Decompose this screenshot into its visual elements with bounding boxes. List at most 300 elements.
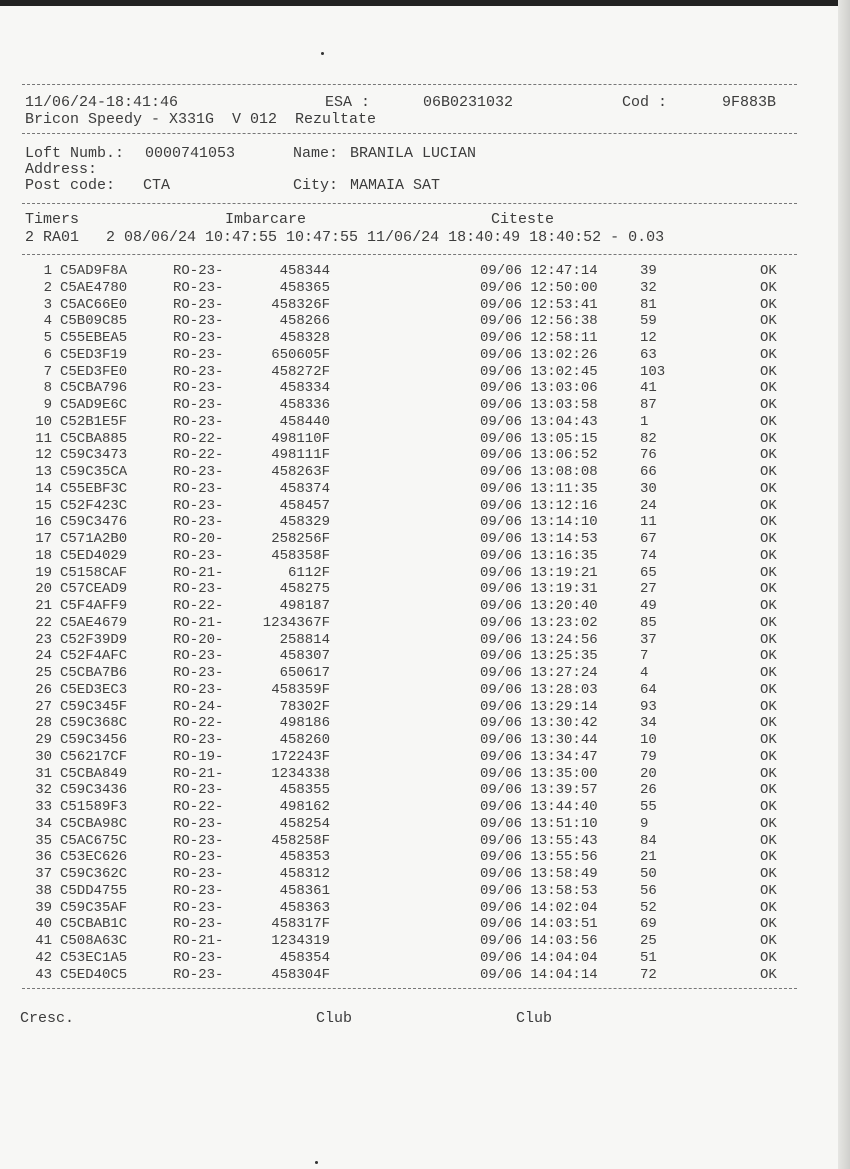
ring-number: 650605F (271, 346, 330, 363)
status-value: OK (760, 480, 777, 497)
chip-id: C51589F3 (60, 799, 128, 815)
result-row (0, 514, 850, 530)
result-row (0, 297, 850, 313)
ring-country: RO-23- (173, 949, 224, 966)
ring-country: RO-23- (173, 832, 224, 849)
result-row (0, 380, 850, 396)
speed-value: 21 (640, 849, 657, 866)
row-number: 26 (35, 681, 52, 698)
row-number: 25 (35, 665, 52, 681)
status-value: OK (760, 380, 777, 397)
speed-value: 9 (640, 815, 649, 832)
speed-value: 59 (640, 313, 657, 330)
ring-number: 458353 (279, 849, 330, 866)
speed-value: 39 (640, 263, 657, 279)
row-number: 24 (35, 648, 52, 665)
ring-number: 458307 (279, 648, 330, 665)
row-number: 42 (35, 949, 52, 966)
chip-id: C5CBAB1C (60, 916, 128, 933)
arrival-time: 09/06 13:44:40 (480, 799, 598, 815)
status-value: OK (760, 732, 777, 748)
row-number: 9 (43, 397, 52, 413)
ring-number: 458374 (279, 480, 330, 497)
speed-value: 11 (640, 514, 657, 531)
ring-country: RO-23- (173, 681, 224, 698)
ring-number: 458355 (279, 782, 330, 799)
status-value: OK (760, 363, 777, 380)
status-value: OK (760, 882, 777, 899)
result-row (0, 364, 850, 380)
chip-id: C5CBA796 (60, 380, 128, 397)
divider (22, 254, 797, 255)
ring-number: 498110F (271, 430, 330, 447)
ring-number: 1234367F (262, 614, 330, 631)
arrival-time: 09/06 12:53:41 (480, 296, 598, 313)
result-row (0, 581, 850, 597)
scan-top-border (0, 0, 850, 6)
ring-country: RO-22- (173, 598, 224, 614)
result-row (0, 313, 850, 329)
ring-number: 650617 (279, 665, 330, 681)
ring-country: RO-23- (173, 732, 224, 748)
chip-id: C57CEAD9 (60, 581, 128, 598)
speck (315, 1161, 318, 1164)
arrival-time: 09/06 13:19:21 (480, 564, 598, 581)
arrival-time: 09/06 13:51:10 (480, 815, 598, 832)
arrival-time: 09/06 13:28:03 (480, 681, 598, 698)
arrival-time: 09/06 13:14:10 (480, 514, 598, 531)
loft-label: Loft Numb.: (25, 145, 125, 162)
result-row (0, 598, 850, 614)
row-number: 15 (35, 497, 52, 514)
chip-id: C5AE4679 (60, 614, 128, 631)
chip-id: C5ED3FE0 (60, 363, 128, 380)
speed-value: 65 (640, 564, 657, 581)
ring-country: RO-23- (173, 899, 224, 916)
ring-number: 498186 (279, 715, 330, 732)
arrival-time: 09/06 13:06:52 (480, 447, 598, 464)
ring-country: RO-24- (173, 698, 224, 715)
speed-value: 93 (640, 698, 657, 715)
row-number: 38 (35, 882, 52, 899)
ring-country: RO-23- (173, 547, 224, 564)
chip-id: C59C368C (60, 715, 128, 732)
status-value: OK (760, 263, 777, 279)
chip-id: C5ED4029 (60, 547, 128, 564)
ring-number: 458263F (271, 464, 330, 480)
arrival-time: 09/06 12:47:14 (480, 263, 598, 279)
row-number: 35 (35, 832, 52, 849)
ring-country: RO-23- (173, 480, 224, 497)
status-value: OK (760, 430, 777, 447)
ring-number: 458328 (279, 330, 330, 346)
speed-value: 26 (640, 782, 657, 799)
row-number: 5 (43, 330, 52, 346)
chip-id: C5AC66E0 (60, 296, 128, 313)
ring-country: RO-23- (173, 665, 224, 681)
ring-number: 458365 (279, 279, 330, 296)
arrival-time: 09/06 13:12:16 (480, 497, 598, 514)
divider (22, 203, 797, 204)
ring-number: 458344 (279, 263, 330, 279)
row-number: 14 (35, 480, 52, 497)
status-value: OK (760, 765, 777, 782)
ring-number: 458334 (279, 380, 330, 397)
post-code-value: CTA (143, 177, 171, 194)
esa-value: 06B0231032 (423, 94, 514, 111)
status-value: OK (760, 296, 777, 313)
ring-number: 258814 (279, 631, 330, 648)
ring-country: RO-22- (173, 715, 224, 732)
status-value: OK (760, 815, 777, 832)
row-number: 40 (35, 916, 52, 933)
status-value: OK (760, 464, 777, 480)
speed-value: 82 (640, 430, 657, 447)
status-value: OK (760, 564, 777, 581)
status-value: OK (760, 832, 777, 849)
ring-number: 6112F (287, 564, 330, 581)
arrival-time: 09/06 13:14:53 (480, 531, 598, 547)
ring-number: 458358F (271, 547, 330, 564)
ring-country: RO-23- (173, 514, 224, 531)
ring-number: 458457 (279, 497, 330, 514)
city-value: MAMAIA SAT (350, 177, 441, 194)
speed-value: 12 (640, 330, 657, 346)
chip-id: C53EC1A5 (60, 949, 128, 966)
arrival-time: 09/06 14:03:51 (480, 916, 598, 933)
row-number: 37 (35, 866, 52, 882)
row-number: 4 (43, 313, 52, 330)
result-row (0, 749, 850, 765)
ring-number: 1234319 (271, 933, 330, 949)
ring-number: 458359F (271, 681, 330, 698)
timers-line: 2 RA01 2 08/06/24 10:47:55 10:47:55 11/06/24 18:40:49 18:40:52 - 0.03 (25, 229, 665, 246)
row-number: 3 (43, 296, 52, 313)
chip-id: C5CBA98C (60, 815, 128, 832)
row-number: 28 (35, 715, 52, 732)
chip-id: C5AC675C (60, 832, 128, 849)
status-value: OK (760, 748, 777, 765)
ring-country: RO-23- (173, 397, 224, 413)
status-value: OK (760, 346, 777, 363)
chip-id: C5DD4755 (60, 882, 128, 899)
chip-id: C5F4AFF9 (60, 598, 128, 614)
speed-value: 41 (640, 380, 657, 397)
result-row (0, 498, 850, 514)
chip-id: C59C3436 (60, 782, 128, 799)
result-row (0, 866, 850, 882)
status-value: OK (760, 933, 777, 949)
row-number: 27 (35, 698, 52, 715)
speed-value: 103 (640, 363, 666, 380)
row-number: 17 (35, 531, 52, 547)
chip-id: C508A63C (60, 933, 128, 949)
status-value: OK (760, 849, 777, 866)
speed-value: 24 (640, 497, 657, 514)
result-row (0, 916, 850, 932)
timers-label: Timers (25, 211, 80, 228)
chip-id: C5158CAF (60, 564, 128, 581)
row-number: 6 (43, 346, 52, 363)
result-row (0, 799, 850, 815)
status-value: OK (760, 799, 777, 815)
cod-value: 9F883B (722, 94, 777, 111)
result-row (0, 481, 850, 497)
row-number: 8 (43, 380, 52, 397)
ring-country: RO-20- (173, 531, 224, 547)
row-number: 18 (35, 547, 52, 564)
result-row (0, 431, 850, 447)
arrival-time: 09/06 13:30:42 (480, 715, 598, 732)
result-row (0, 548, 850, 564)
ring-number: 458260 (279, 732, 330, 748)
chip-id: C59C3473 (60, 447, 128, 464)
ring-country: RO-23- (173, 363, 224, 380)
ring-number: 458317F (271, 916, 330, 933)
status-value: OK (760, 547, 777, 564)
result-row (0, 447, 850, 463)
ring-country: RO-19- (173, 748, 224, 765)
result-row (0, 632, 850, 648)
cod-label: Cod : (622, 94, 668, 111)
speed-value: 81 (640, 296, 657, 313)
ring-number: 458312 (279, 866, 330, 882)
status-value: OK (760, 531, 777, 547)
arrival-time: 09/06 12:58:11 (480, 330, 598, 346)
ring-number: 458363 (279, 899, 330, 916)
ring-country: RO-22- (173, 430, 224, 447)
club-label-2: Club (516, 1010, 553, 1027)
speed-value: 37 (640, 631, 657, 648)
speed-value: 25 (640, 933, 657, 949)
ring-country: RO-23- (173, 346, 224, 363)
chip-id: C59C35AF (60, 899, 128, 916)
speed-value: 51 (640, 949, 657, 966)
result-row (0, 280, 850, 296)
chip-id: C5B09C85 (60, 313, 128, 330)
result-row (0, 347, 850, 363)
speed-value: 56 (640, 882, 657, 899)
cresc-label: Cresc. (20, 1010, 75, 1027)
club-label: Club (316, 1010, 353, 1027)
arrival-time: 09/06 13:34:47 (480, 748, 598, 765)
ring-country: RO-20- (173, 631, 224, 648)
result-row (0, 967, 850, 983)
chip-id: C55EBF3C (60, 480, 128, 497)
arrival-time: 09/06 13:27:24 (480, 665, 598, 681)
arrival-time: 09/06 13:55:56 (480, 849, 598, 866)
result-row (0, 833, 850, 849)
result-row (0, 883, 850, 899)
speed-value: 76 (640, 447, 657, 464)
chip-id: C5ED3EC3 (60, 681, 128, 698)
ring-country: RO-23- (173, 916, 224, 933)
speed-value: 67 (640, 531, 657, 547)
chip-id: C571A2B0 (60, 531, 128, 547)
chip-id: C5ED40C5 (60, 966, 128, 983)
row-number: 1 (43, 263, 52, 279)
divider (22, 84, 797, 85)
status-value: OK (760, 631, 777, 648)
arrival-time: 09/06 13:04:43 (480, 413, 598, 430)
address-label: Address: (25, 161, 98, 178)
ring-country: RO-23- (173, 413, 224, 430)
chip-id: C5AD9F8A (60, 263, 128, 279)
arrival-time: 09/06 13:02:26 (480, 346, 598, 363)
result-row (0, 816, 850, 832)
row-number: 16 (35, 514, 52, 531)
speed-value: 10 (640, 732, 657, 748)
arrival-time: 09/06 13:23:02 (480, 614, 598, 631)
ring-country: RO-23- (173, 815, 224, 832)
ring-country: RO-21- (173, 933, 224, 949)
imbarcare-label: Imbarcare (225, 211, 307, 228)
row-number: 41 (35, 933, 52, 949)
ring-number: 458329 (279, 514, 330, 531)
speed-value: 85 (640, 614, 657, 631)
ring-country: RO-23- (173, 966, 224, 983)
arrival-time: 09/06 13:24:56 (480, 631, 598, 648)
row-number: 29 (35, 732, 52, 748)
arrival-time: 09/06 12:56:38 (480, 313, 598, 330)
result-row (0, 849, 850, 865)
ring-country: RO-23- (173, 849, 224, 866)
speed-value: 32 (640, 279, 657, 296)
speed-value: 84 (640, 832, 657, 849)
esa-label: ESA : (325, 94, 371, 111)
ring-country: RO-21- (173, 614, 224, 631)
chip-id: C52F39D9 (60, 631, 128, 648)
result-row (0, 464, 850, 480)
arrival-time: 09/06 13:03:58 (480, 397, 598, 413)
status-value: OK (760, 698, 777, 715)
status-value: OK (760, 614, 777, 631)
result-row (0, 782, 850, 798)
chip-id: C53EC626 (60, 849, 128, 866)
ring-country: RO-22- (173, 799, 224, 815)
arrival-time: 09/06 13:08:08 (480, 464, 598, 480)
result-row (0, 414, 850, 430)
row-number: 11 (35, 430, 52, 447)
arrival-time: 09/06 12:50:00 (480, 279, 598, 296)
speed-value: 64 (640, 681, 657, 698)
row-number: 21 (35, 598, 52, 614)
result-row (0, 950, 850, 966)
chip-id: C52F423C (60, 497, 128, 514)
speed-value: 69 (640, 916, 657, 933)
chip-id: C59C362C (60, 866, 128, 882)
ring-number: 498187 (279, 598, 330, 614)
result-row (0, 682, 850, 698)
arrival-time: 09/06 13:55:43 (480, 832, 598, 849)
chip-id: C52B1E5F (60, 413, 128, 430)
result-row (0, 615, 850, 631)
row-number: 20 (35, 581, 52, 598)
result-row (0, 715, 850, 731)
arrival-time: 09/06 13:58:49 (480, 866, 598, 882)
ring-country: RO-23- (173, 464, 224, 480)
print-datetime: 11/06/24-18:41:46 (25, 94, 179, 111)
chip-id: C5AE4780 (60, 279, 128, 296)
chip-id: C59C35CA (60, 464, 128, 480)
device-title: Bricon Speedy - X331G V 012 Rezultate (25, 111, 377, 128)
chip-id: C56217CF (60, 748, 128, 765)
speed-value: 55 (640, 799, 657, 815)
ring-country: RO-23- (173, 497, 224, 514)
ring-number: 78302F (279, 698, 330, 715)
ring-country: RO-23- (173, 866, 224, 882)
arrival-time: 09/06 13:30:44 (480, 732, 598, 748)
result-row (0, 900, 850, 916)
speed-value: 1 (640, 413, 649, 430)
row-number: 7 (43, 363, 52, 380)
result-row (0, 766, 850, 782)
speed-value: 74 (640, 547, 657, 564)
row-number: 10 (35, 413, 52, 430)
row-number: 22 (35, 614, 52, 631)
status-value: OK (760, 866, 777, 882)
speed-value: 27 (640, 581, 657, 598)
name-value: BRANILA LUCIAN (350, 145, 477, 162)
ring-country: RO-21- (173, 564, 224, 581)
speed-value: 30 (640, 480, 657, 497)
divider (22, 988, 797, 989)
chip-id: C59C3456 (60, 732, 128, 748)
ring-country: RO-22- (173, 447, 224, 464)
chip-id: C5ED3F19 (60, 346, 128, 363)
ring-country: RO-23- (173, 263, 224, 279)
ring-country: RO-21- (173, 765, 224, 782)
speed-value: 34 (640, 715, 657, 732)
row-number: 33 (35, 799, 52, 815)
ring-number: 458254 (279, 815, 330, 832)
speed-value: 49 (640, 598, 657, 614)
status-value: OK (760, 966, 777, 983)
ring-number: 458440 (279, 413, 330, 430)
citeste-label: Citeste (491, 211, 555, 228)
result-row (0, 933, 850, 949)
status-value: OK (760, 665, 777, 681)
row-number: 13 (35, 464, 52, 480)
chip-id: C52F4AFC (60, 648, 128, 665)
chip-id: C55EBEA5 (60, 330, 128, 346)
status-value: OK (760, 648, 777, 665)
arrival-time: 09/06 13:05:15 (480, 430, 598, 447)
arrival-time: 09/06 13:03:06 (480, 380, 598, 397)
arrival-time: 09/06 14:03:56 (480, 933, 598, 949)
row-number: 39 (35, 899, 52, 916)
result-row (0, 699, 850, 715)
row-number: 43 (35, 966, 52, 983)
result-row (0, 263, 850, 279)
status-value: OK (760, 581, 777, 598)
status-value: OK (760, 598, 777, 614)
speed-value: 79 (640, 748, 657, 765)
status-value: OK (760, 949, 777, 966)
city-label: City: (293, 177, 339, 194)
status-value: OK (760, 413, 777, 430)
ring-country: RO-23- (173, 782, 224, 799)
arrival-time: 09/06 13:25:35 (480, 648, 598, 665)
row-number: 2 (43, 279, 52, 296)
status-value: OK (760, 279, 777, 296)
status-value: OK (760, 916, 777, 933)
ring-country: RO-23- (173, 313, 224, 330)
ring-number: 458336 (279, 397, 330, 413)
ring-number: 458266 (279, 313, 330, 330)
ring-country: RO-23- (173, 296, 224, 313)
speck (321, 52, 324, 55)
